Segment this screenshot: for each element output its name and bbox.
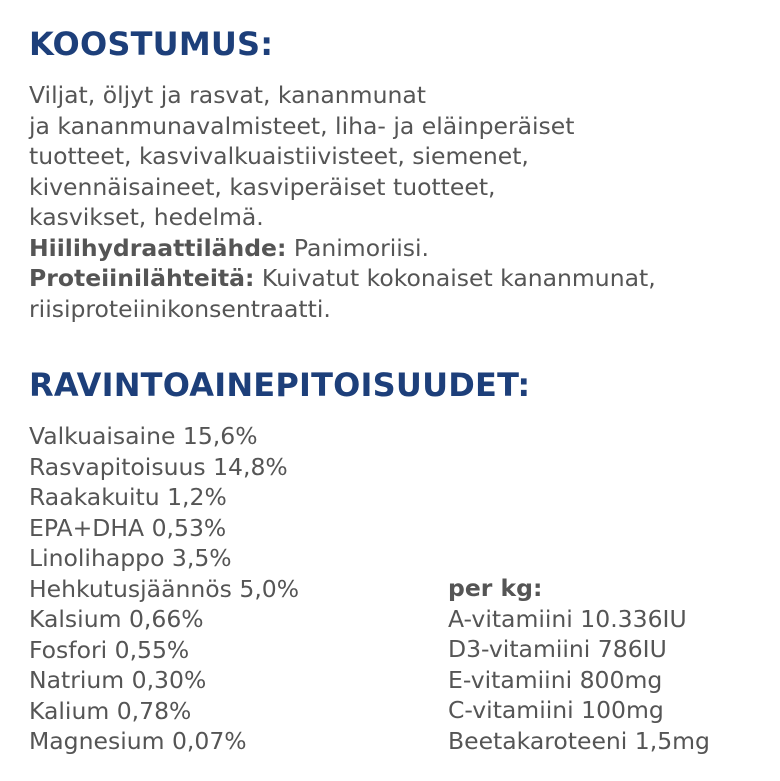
nutrient-item: Magnesium 0,07%: [29, 727, 247, 755]
nutrient-item: Fosfori 0,55%: [29, 635, 190, 664]
nutrient-item: Hehkutusjäännös 5,0%: [29, 574, 300, 603]
nutrient-item: Rasvapitoisuus 14,8%: [29, 452, 288, 481]
composition-line: ja kananmunavalmisteet, liha- ja eläinperäiset: [29, 111, 575, 140]
composition-line: Viljat, öljyt ja rasvat, kananmunat: [29, 81, 426, 109]
composition-line: tuotteet, kasvivalkuaistiivisteet, siemenet,: [29, 142, 529, 170]
nutrients-heading: RAVINTOAINEPITOISUUDET:: [29, 366, 531, 404]
carb-source-line: [29, 233, 656, 264]
nutrient-item: Natrium 0,30%: [29, 666, 207, 694]
protein-sources-line: [29, 263, 656, 294]
vitamin-item: A-vitamiini 10.336IU: [448, 604, 687, 633]
composition-line: kasvikset, hedelmä.: [29, 203, 264, 231]
per-kg-list: [448, 573, 710, 756]
carb-source-value: Panimoriisi.: [286, 233, 430, 262]
nutrient-item: Kalsium 0,66%: [29, 605, 204, 633]
vitamin-item: C-vitamiini 100mg: [448, 696, 664, 724]
vitamin-item: D3-vitamiini 786IU: [448, 635, 667, 663]
vitamin-item: E-vitamiini 800mg: [448, 665, 663, 694]
composition-heading: KOOSTUMUS:: [29, 25, 274, 63]
composition-text: [29, 80, 656, 324]
nutrient-item: EPA+DHA 0,53%: [29, 513, 227, 542]
nutrient-item: Linolihappo 3,5%: [29, 544, 232, 572]
composition-line: kivennäisaineet, kasviperäiset tuotteet,: [29, 172, 496, 201]
nutrient-list: [29, 421, 299, 757]
protein-sources-value: Kuivatut kokonaiset kananmunat,: [254, 264, 656, 292]
protein-sources-label: Proteiinilähteitä:: [29, 264, 255, 292]
nutrient-item: Valkuaisaine 15,6%: [29, 422, 258, 450]
carb-source-label: Hiilihydraattilähde:: [29, 233, 287, 262]
per-kg-title: per kg:: [448, 574, 543, 602]
nutrient-item: Kalium 0,78%: [29, 696, 192, 725]
nutrient-item: Raakakuitu 1,2%: [29, 483, 227, 511]
vitamin-item: Beetakaroteeni 1,5mg: [448, 726, 710, 755]
protein-sources-line-cont: riisiproteiinikonsentraatti.: [29, 294, 331, 323]
